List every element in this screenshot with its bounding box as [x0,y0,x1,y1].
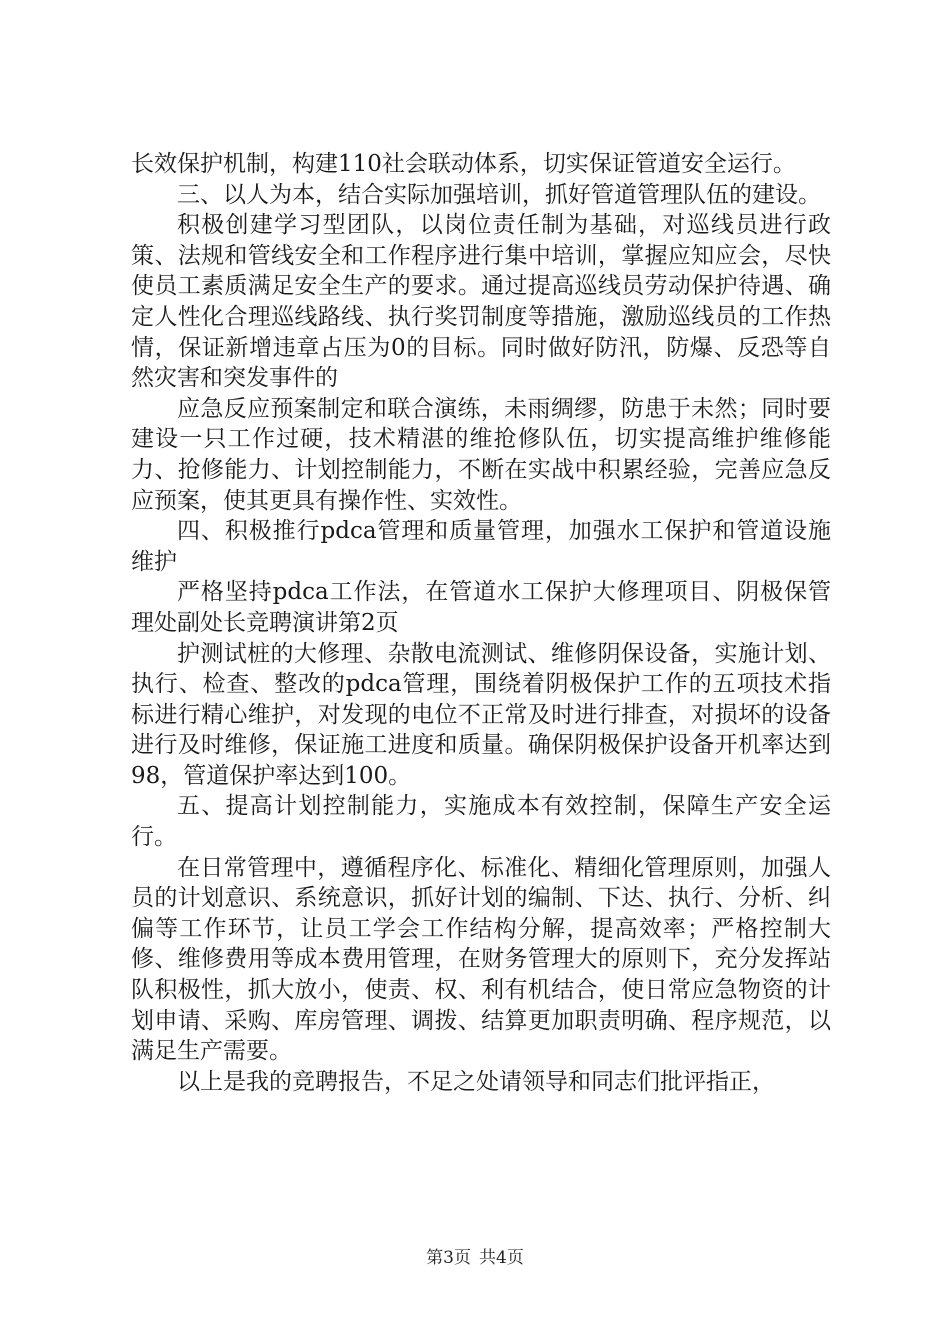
paragraph-9: 在日常管理中，遵循程序化、标准化、精细化管理原则，加强人员的计划意识、系统意识，抓好计划的编制、下达、执行、分析、纠偏等工作环节，让员工学会工作结构分解，提高效率；严格控制大修、维修费用等成本费用管理，在财务管理大的原则下，充分发挥站队积极性，抓大放小，使责、权、利有机结合，使日常应急物资的计划申请、采购、库房管理、调拨、结算更加职责明确、程序规范，以满足生产需要。 [131,854,831,1065]
paragraph-10: 以上是我的竞聘报告，不足之处请领导和同志们批评指正， [177,1068,775,1095]
paragraph-3: 积极创建学习型团队，以岗位责任制为基础，对巡线员进行政策、法规和管线安全和工作程序进行集中培训，掌握应知应会，尽快使员工素质满足安全生产的要求。通过提高巡线员劳动保护待遇、确定人性化合理巡线路线、执行奖罚制度等措施，激励巡线员的工作热情，保证新增违章占压为0的目标。同时做好防汛，防爆、反恐等自然灾害和突发事件的 [131,212,831,392]
paragraph-7: 护测试桩的大修理、杂散电流测试、维修阴保设备，实施计划、执行、检查、整改的pdca管理，围绕着阴极保护工作的五项技术指标进行精心维护，对发现的电位不正常及时进行排查，对损坏的设备进行及时维修，保证施工进度和质量。确保阴极保护设备开机率达到98，管道保护率达到100。 [131,640,831,789]
document-body [131,149,831,1097]
page-number: 第3页 [426,1248,471,1268]
paragraph-2: 三、以人为本，结合实际加强培训，抓好管道管理队伍的建设。 [177,181,821,208]
page-footer [0,1243,950,1268]
paragraph-4: 应急反应预案制定和联合演练，未雨绸缪，防患于未然；同时要建设一只工作过硬，技术精湛的维抢修队伍，切实提高维护维修能力、抢修能力、计划控制能力，不断在实战中积累经验，完善应急反应预案，使其更具有操作性、实效性。 [131,395,831,514]
page-total: 共4页 [479,1248,524,1268]
paragraph-5: 四、积极推行pdca管理和质量管理，加强水工保护和管道设施维护 [131,518,831,575]
paragraph-6: 严格坚持pdca工作法，在管道水工保护大修理项目、阴极保管理处副处长竞聘演讲第2页 [131,579,831,636]
paragraph-8: 五、提高计划控制能力，实施成本有效控制，保障生产安全运行。 [131,793,831,851]
paragraph-1: 长效保护机制，构建110社会联动体系，切实保证管道安全运行。 [131,151,796,177]
